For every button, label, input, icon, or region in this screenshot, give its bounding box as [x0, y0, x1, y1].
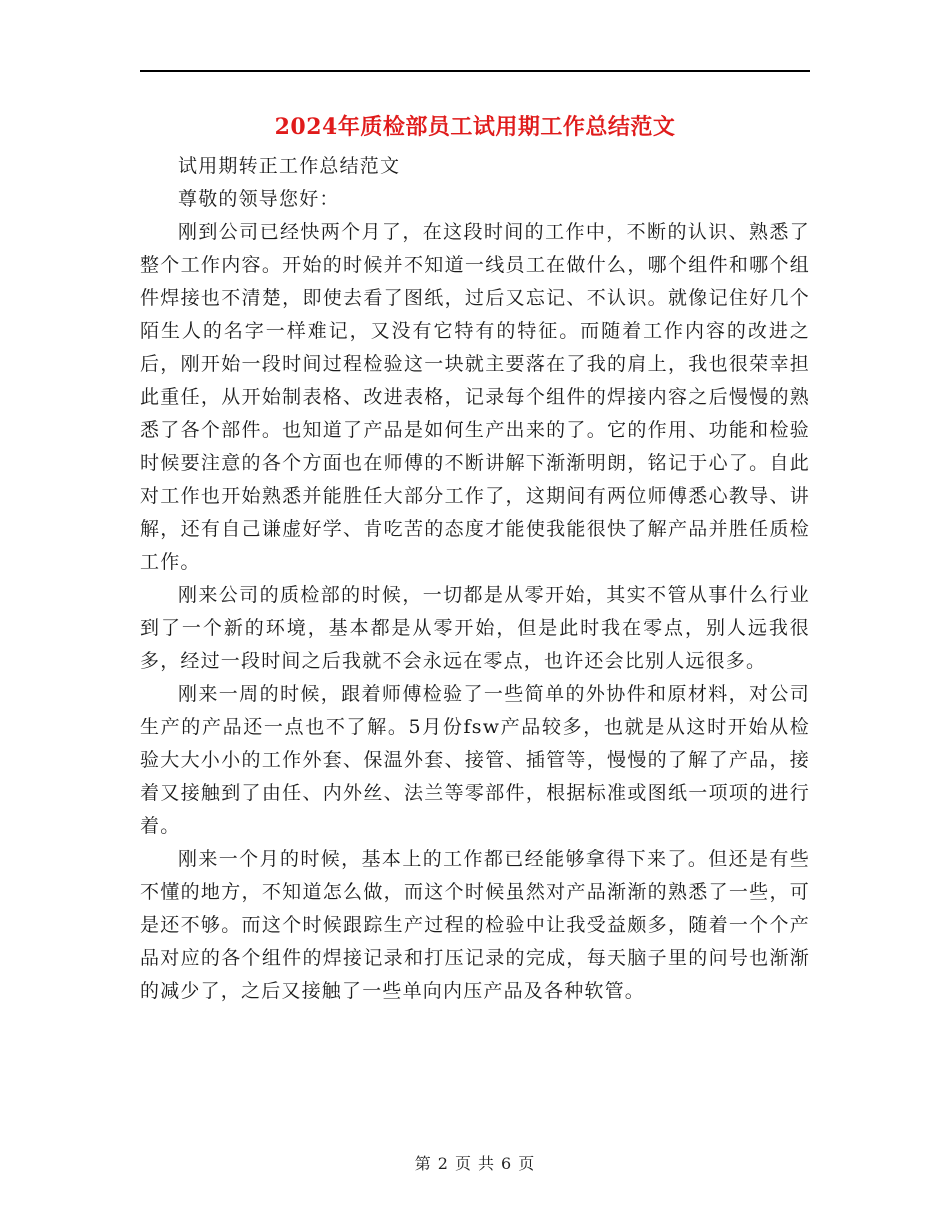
footer-suffix: 页	[518, 1154, 536, 1173]
paragraph-subtitle: 试用期转正工作总结范文	[178, 155, 401, 177]
document-body	[140, 150, 810, 1008]
document-title: 2024年质检部员工试用期工作总结范文	[274, 114, 676, 140]
footer-current-page: 2	[437, 1154, 449, 1173]
footer-prefix: 第	[414, 1154, 432, 1173]
paragraph-body: 刚来公司的质检部的时候，一切都是从零开始，其实不管从事什么行业到了一个新的环境，基本都是从零开始，但是此时我在零点，别人远我很多，经过一段时间之后我就不会永远在零点，也许还会比别人远很多。	[140, 584, 810, 672]
paragraph-body: 刚来一周的时候，跟着师傅检验了一些简单的外协件和原材料，对公司生产的产品还一点也不了解。5月份fsw产品较多，也就是从这时开始从检验大大小小的工作外套、保温外套、接管、插管等，慢慢的了解了产品，接着又接触到了由任、内外丝、法兰等零部件，根据标准或图纸一项项的进行着。	[140, 683, 810, 837]
paragraph-salutation: 尊敬的领导您好：	[178, 188, 340, 210]
footer-total-pages: 6	[501, 1154, 513, 1173]
page-footer	[0, 1152, 950, 1176]
paragraph-body: 刚到公司已经快两个月了，在这段时间的工作中，不断的认识、熟悉了整个工作内容。开始的时候并不知道一线员工在做什么，哪个组件和哪个组件焊接也不清楚，即使去看了图纸，过后又忘记、不认识。就像记住好几个陌生人的名字一样难记，又没有它特有的特征。而随着工作内容的改进之后，刚开始一段时间过程检验这一块就主要落在了我的肩上，我也很荣幸担此重任，从开始制表格、改进表格，记录每个组件的焊接内容之后慢慢的熟悉了各个部件。也知道了产品是如何生产出来的了。它的作用、功能和检验时候要注意的各个方面也在师傅的不断讲解下渐渐明朗，铭记于心了。自此对工作也开始熟悉并能胜任大部分工作了，这期间有两位师傅悉心教导、讲解，还有自己谦虚好学、肯吃苦的态度才能使我能很快了解产品并胜任质检工作。	[140, 221, 810, 573]
header-rule	[140, 70, 810, 72]
paragraph-body: 刚来一个月的时候，基本上的工作都已经能够拿得下来了。但还是有些不懂的地方，不知道怎么做，而这个时候虽然对产品渐渐的熟悉了一些，可是还不够。而这个时候跟踪生产过程的检验中让我受益颇多，随着一个个产品对应的各个组件的焊接记录和打压记录的完成，每天脑子里的问号也渐渐的减少了，之后又接触了一些单向内压产品及各种软管。	[140, 848, 810, 1002]
footer-middle: 页 共	[454, 1154, 496, 1173]
